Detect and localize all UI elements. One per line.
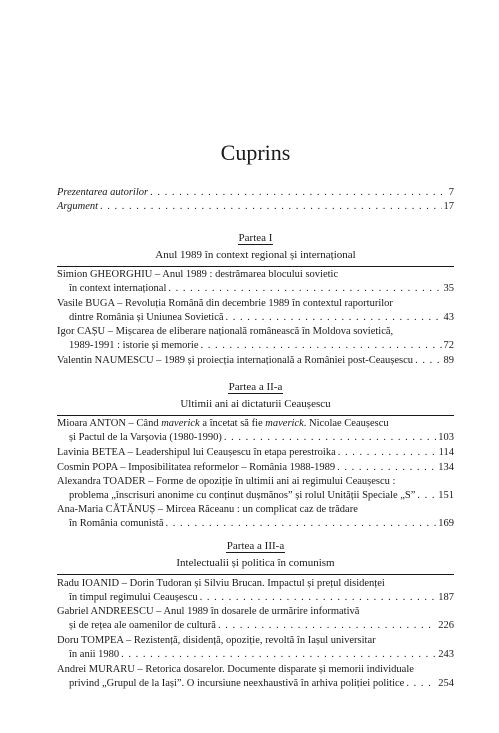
toc-entry bbox=[57, 475, 454, 503]
part-title: Intelectualii și politica în comunism bbox=[176, 557, 335, 569]
toc-entry bbox=[57, 577, 454, 605]
page-number: 103 bbox=[438, 432, 454, 443]
page-number: 72 bbox=[443, 340, 454, 351]
leader-dots bbox=[200, 591, 437, 605]
leader-dots bbox=[224, 431, 436, 445]
leader-dots bbox=[415, 354, 441, 368]
divider bbox=[57, 415, 454, 416]
toc-entry bbox=[57, 461, 454, 475]
leader-dots bbox=[166, 517, 437, 531]
page-number: 114 bbox=[438, 447, 454, 458]
entry-text: Argument bbox=[57, 201, 99, 212]
part-label: Partea a III-a bbox=[226, 540, 285, 552]
entry-line: Vasile BUGA – Revoluția Română din decembrie 1989 în contextul raporturilor bbox=[57, 298, 393, 309]
entry-line: Alexandra TOADER – Forme de opoziție în ultimii ani ai regimului Ceaușescu : bbox=[57, 476, 396, 487]
leader-dots bbox=[337, 461, 436, 475]
entry-line: și Pactul de la Varșovia (1980-1990) bbox=[69, 432, 222, 443]
leader-dots bbox=[338, 446, 437, 460]
entry-line: Lavinia BETEA – Leadershipul lui Ceaușescu în etapa perestroika bbox=[57, 447, 336, 458]
divider bbox=[57, 266, 454, 267]
toc-entry bbox=[57, 446, 454, 460]
toc-entry bbox=[57, 417, 454, 445]
page-number: 17 bbox=[443, 201, 454, 212]
page-number: 243 bbox=[438, 649, 454, 660]
page-number: 43 bbox=[443, 312, 454, 323]
leader-dots bbox=[226, 311, 442, 325]
part-label: Partea I bbox=[238, 232, 273, 244]
entry-line: 1989-1991 : istorie și memorie bbox=[69, 340, 199, 351]
page-number: 35 bbox=[443, 283, 454, 294]
page-number: 187 bbox=[438, 592, 454, 603]
entry-line: Doru TOMPEA – Rezistență, disidență, opoziție, revoltă în Iașul universitar bbox=[57, 635, 376, 646]
toc-entry bbox=[57, 663, 454, 691]
entry-line: Radu IOANID – Dorin Tudoran și Silviu Brucan. Impactul și prețul disidenței bbox=[57, 578, 385, 589]
leader-dots bbox=[406, 677, 436, 691]
page-number: 134 bbox=[438, 462, 454, 473]
entry-line: privind „Grupul de la Iași”. O incursiune neexhaustivă în arhiva poliției politice bbox=[69, 678, 405, 689]
entry-line: în România comunistă bbox=[69, 518, 164, 529]
page-number: 169 bbox=[438, 518, 454, 529]
entry-line: în anii 1980 bbox=[69, 649, 120, 660]
leader-dots bbox=[100, 200, 441, 213]
leader-dots bbox=[200, 339, 441, 353]
page-number: 254 bbox=[438, 678, 454, 689]
entry-line: și de rețea ale oamenilor de cultură bbox=[69, 620, 216, 631]
entry-line: în timpul regimului Ceaușescu bbox=[69, 592, 198, 603]
page-number: 89 bbox=[443, 355, 454, 366]
toc-entry bbox=[57, 297, 454, 325]
entry-line: Igor CAȘU – Mișcarea de eliberare națională românească în Moldova sovietică, bbox=[57, 326, 394, 337]
toc-entry bbox=[57, 503, 454, 531]
entry-line: Ana-Maria CĂTĂNUȘ – Mircea Răceanu : un complicat caz de trădare bbox=[57, 504, 358, 515]
part-title: Anul 1989 în context regional și internațional bbox=[155, 249, 356, 261]
entry-line: Mioara ANTON – Când maverick a încetat să fie maverick. Nicolae Ceaușescu bbox=[57, 418, 389, 429]
toc-entry bbox=[57, 268, 454, 296]
toc-entry bbox=[57, 354, 454, 368]
toc-entry bbox=[57, 605, 454, 633]
divider bbox=[57, 574, 454, 575]
page-number: 7 bbox=[448, 187, 454, 198]
entry-line: Gabriel ANDREESCU – Anul 1989 în dosarele de urmărire informativă bbox=[57, 606, 360, 617]
entry-line: problema „înscrisuri anonime cu conținut dușmănos” și rolul Unității Speciale „S” bbox=[69, 490, 416, 501]
front-entry-authors bbox=[57, 186, 454, 199]
toc-entry bbox=[57, 634, 454, 662]
part-title: Ultimii ani ai dictaturii Ceaușescu bbox=[180, 398, 331, 410]
entry-text: Prezentarea autorilor bbox=[57, 187, 149, 198]
page-number: 226 bbox=[438, 620, 454, 631]
front-entry-argument bbox=[57, 200, 454, 213]
entry-line: dintre România și Uniunea Sovietică bbox=[69, 312, 224, 323]
page-number: 151 bbox=[438, 490, 454, 501]
leader-dots bbox=[150, 186, 447, 199]
leader-dots bbox=[121, 648, 436, 662]
entry-line: Simion GHEORGHIU – Anul 1989 : destrămarea blocului sovietic bbox=[57, 269, 339, 280]
part-label: Partea a II-a bbox=[228, 381, 283, 393]
leader-dots bbox=[417, 489, 436, 503]
leader-dots bbox=[218, 619, 436, 633]
entry-line: Cosmin POPA – Imposibilitatea reformelor – România 1988-1989 bbox=[57, 462, 336, 473]
toc-entry bbox=[57, 325, 454, 353]
entry-line: Andrei MURARU – Retorica dosarelor. Documente disparate și memorii individuale bbox=[57, 664, 414, 675]
entry-line: în context internațional bbox=[69, 283, 167, 294]
leader-dots bbox=[168, 282, 441, 296]
entry-line: Valentin NAUMESCU – 1989 și proiecția internațională a României post-Ceaușescu bbox=[57, 355, 414, 366]
page-title: Cuprins bbox=[220, 140, 291, 165]
